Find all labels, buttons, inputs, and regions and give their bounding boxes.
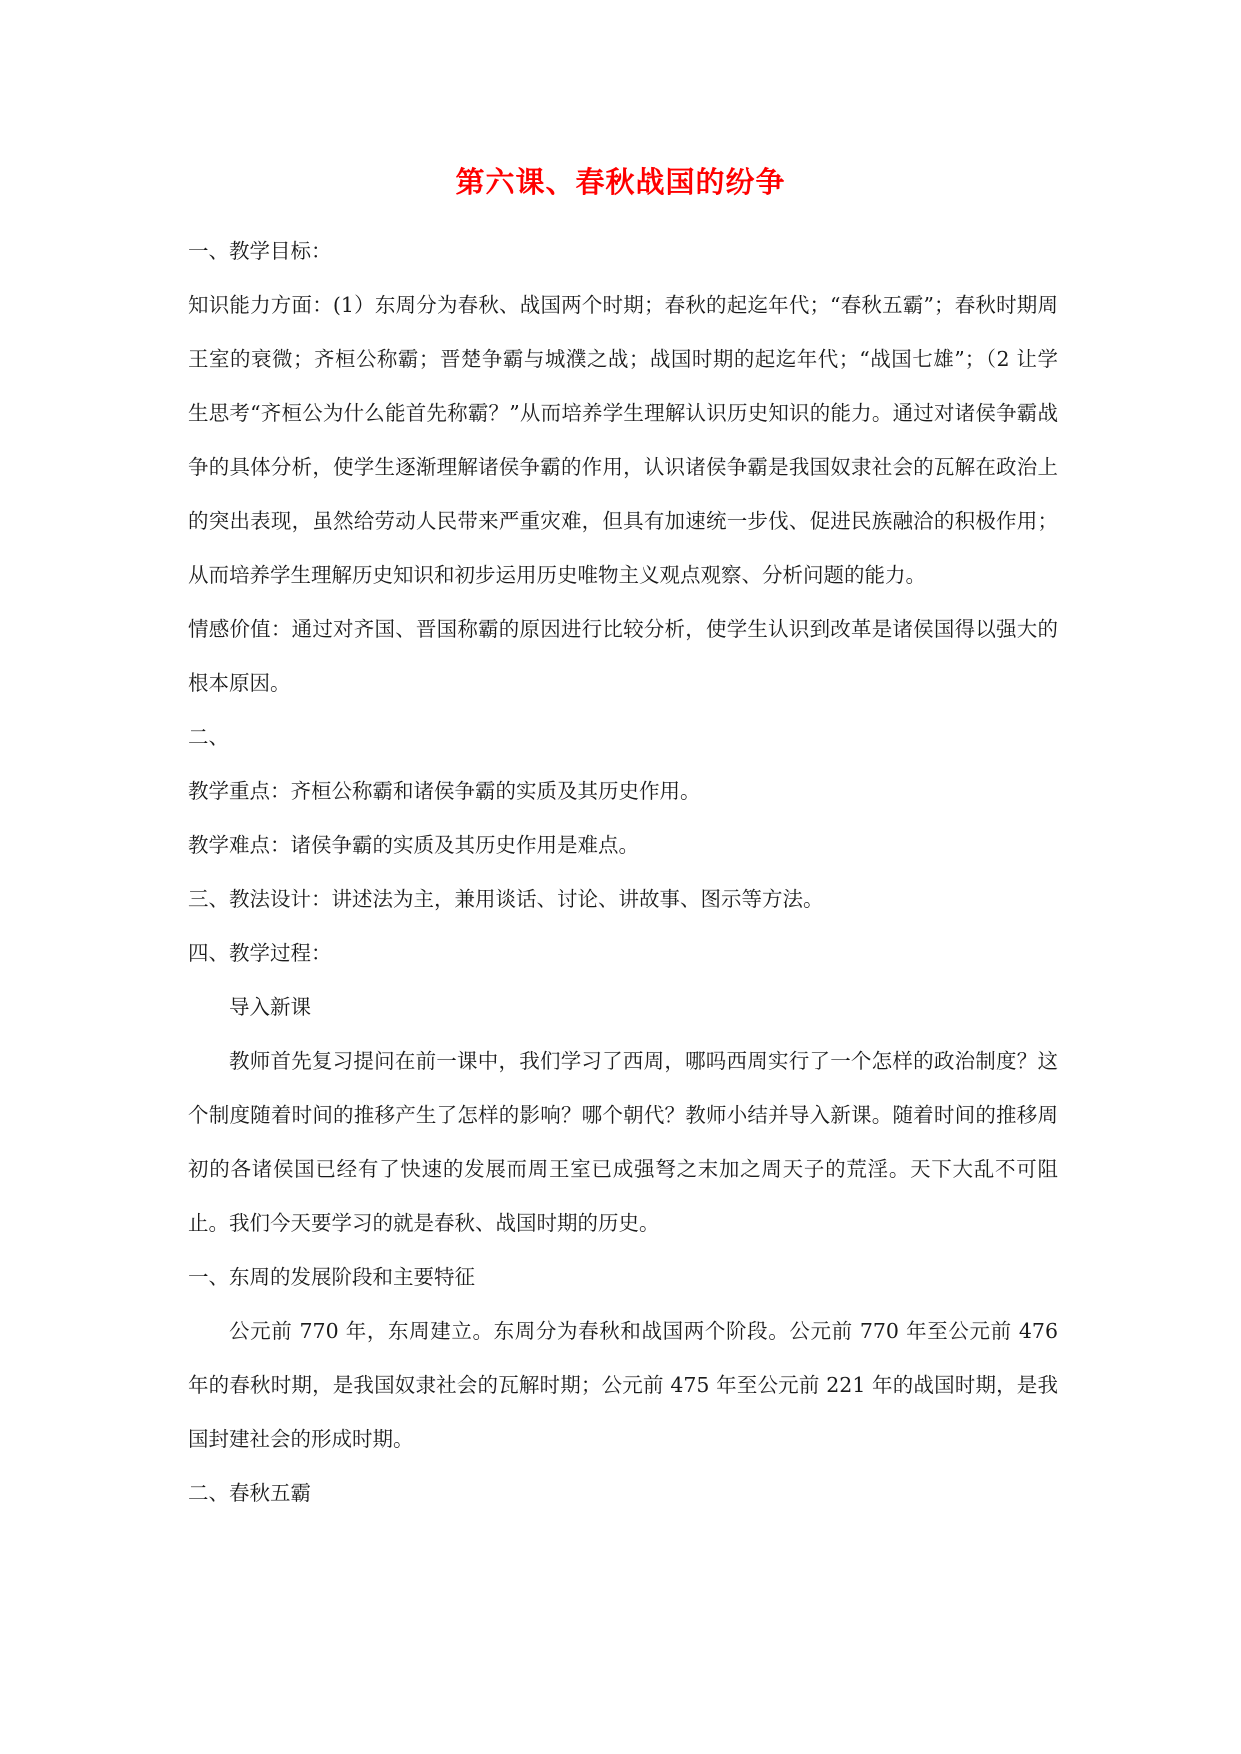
section-heading-two: 二、 bbox=[188, 725, 229, 749]
document-body bbox=[188, 224, 1058, 1520]
paragraph-introduction: 教师首先复习提问在前一课中，我们学习了西周，哪吗西周实行了一个怎样的政治制度？这个制度随着时间的推移产生了怎样的影响？哪个朝代？教师小结并导入新课。随着时间的推移周初的各诸侯国已经有了快速的发展而周王室已成强弩之末加之周天子的荒淫。天下大乱不可阻止。我们今天要学习的就是春秋、战国时期的历史。 bbox=[188, 1049, 1058, 1235]
paragraph-emotional-values: 情感价值：通过对齐国、晋国称霸的原因进行比较分析，使学生认识到改革是诸侯国得以强大的根本原因。 bbox=[188, 617, 1058, 695]
section-heading-method: 三、教法设计：讲述法为主，兼用谈话、讨论、讲故事、图示等方法。 bbox=[188, 887, 824, 911]
section-heading-process: 四、教学过程： bbox=[188, 941, 332, 965]
section-heading-objectives: 一、教学目标： bbox=[188, 239, 332, 263]
section-heading-five-hegemons: 二、春秋五霸 bbox=[188, 1481, 311, 1505]
subheading-introduction: 导入新课 bbox=[229, 995, 311, 1019]
page-title: 第六课、春秋战国的纷争 bbox=[455, 165, 786, 199]
section-heading-eastern-zhou: 一、东周的发展阶段和主要特征 bbox=[188, 1265, 475, 1289]
paragraph-teaching-difficulty: 教学难点：诸侯争霸的实质及其历史作用是难点。 bbox=[188, 833, 639, 857]
paragraph-eastern-zhou: 公元前 770 年，东周建立。东周分为春秋和战国两个阶段。公元前 770 年至公元前 476 年的春秋时期，是我国奴隶社会的瓦解时期；公元前 475 年至公元前 221 年的战国时期，是我国封建社会的形成时期。 bbox=[188, 1319, 1058, 1451]
paragraph-teaching-focus: 教学重点：齐桓公称霸和诸侯争霸的实质及其历史作用。 bbox=[188, 779, 701, 803]
paragraph-knowledge-ability: 知识能力方面：(1）东周分为春秋、战国两个时期；春秋的起迄年代；“春秋五霸”；春秋时期周王室的衰微；齐桓公称霸；晋楚争霸与城濮之战；战国时期的起迄年代；“战国七雄”；（2 让学生思考“齐桓公为什么能首先称霸？”从而培养学生理解认识历史知识的能力。通过对诸侯争霸战争的具体分析，使学生逐渐理解诸侯争霸的作用，认识诸侯争霸是我国奴隶社会的瓦解在政治上的突出表现，虽然给劳动人民带来严重灾难，但具有加速统一步伐、促进民族融洽的积极作用；从而培养学生理解历史知识和初步运用历史唯物主义观点观察、分析问题的能力。 bbox=[188, 293, 1058, 587]
